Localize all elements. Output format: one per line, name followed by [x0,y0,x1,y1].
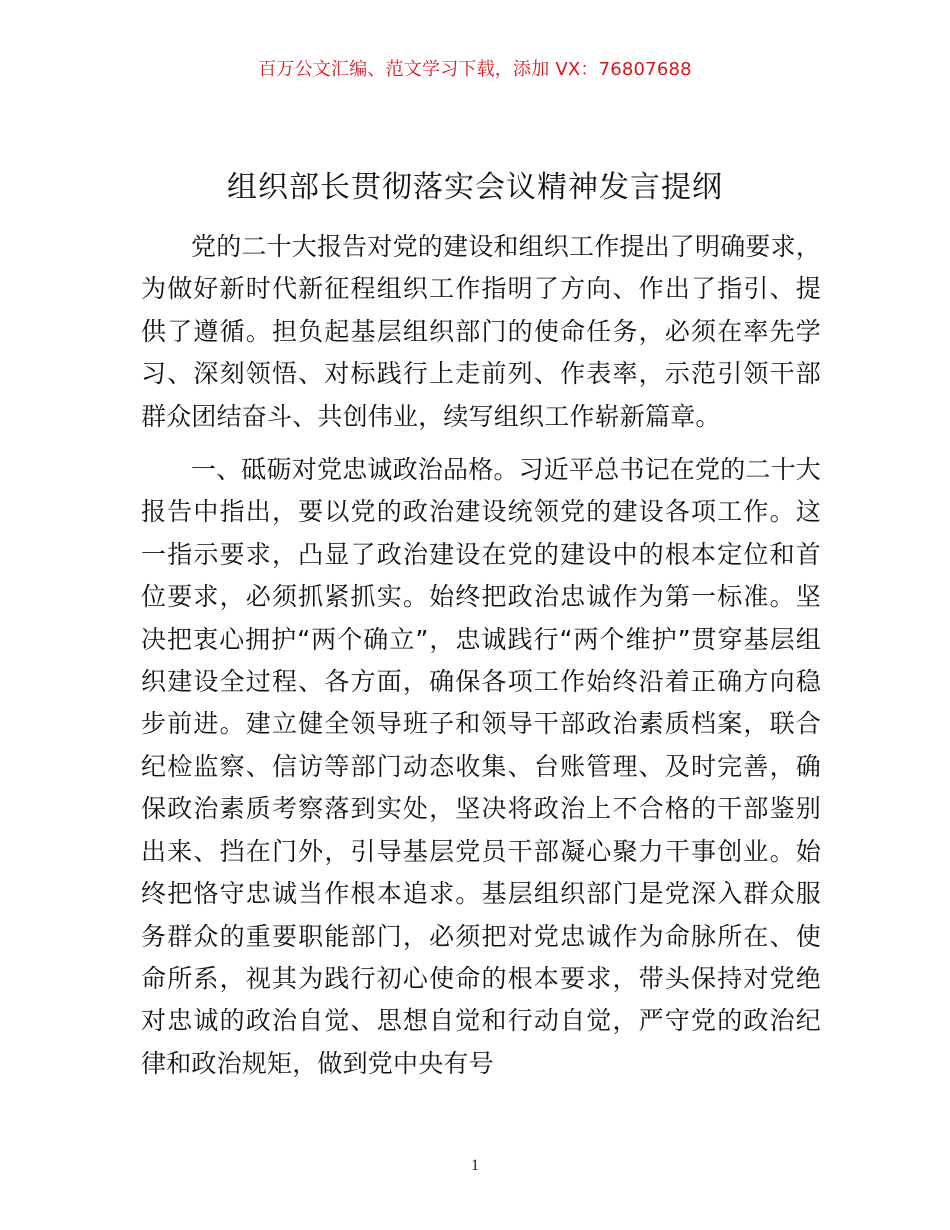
paragraph-section-one: 一、砥砺对党忠诚政治品格。习近平总书记在党的二十大报告中指出，要以党的政治建设统领党的建设各项工作。这一指示要求，凸显了政治建设在党的建设中的根本定位和首位要求，必须抓紧抓实。始终把政治忠诚作为第一标准。坚决把衷心拥护“两个确立”，忠诚践行“两个维护”贯穿基层组织建设全过程、各方面，确保各项工作始终沿着正确方向稳步前进。建立健全领导班子和领导干部政治素质档案，联合纪检监察、信访等部门动态收集、台账管理、及时完善，确保政治素质考察落到实处，坚决将政治上不合格的干部鉴别出来、挡在门外，引导基层党员干部凝心聚力干事创业。始终把恪守忠诚当作根本追求。基层组织部门是党深入群众服务群众的重要职能部门，必须把对党忠诚作为命脉所在、使命所系，视其为践行初心使命的根本要求，带头保持对党绝对忠诚的政治自觉、思想自觉和行动自觉，严守党的政治纪律和政治规矩，做到党中央有号 [141,455,822,1078]
document-body [141,226,821,1085]
header-banner: 百万公文汇编、范文学习下载，添加 VX：76807688 [258,59,692,80]
page-title: 组织部长贯彻落实会议精神发言提纲 [227,170,723,205]
page-number: 1 [471,1157,479,1174]
paragraph-intro: 党的二十大报告对党的建设和组织工作提出了明确要求，为做好新时代新征程组织工作指明了方向、作出了指引、提供了遵循。担负起基层组织部门的使命任务，必须在率先学习、深刻领悟、对标践行上走前列、作表率，示范引领干部群众团结奋斗、共创伟业，续写组织工作崭新篇章。 [141,232,822,431]
